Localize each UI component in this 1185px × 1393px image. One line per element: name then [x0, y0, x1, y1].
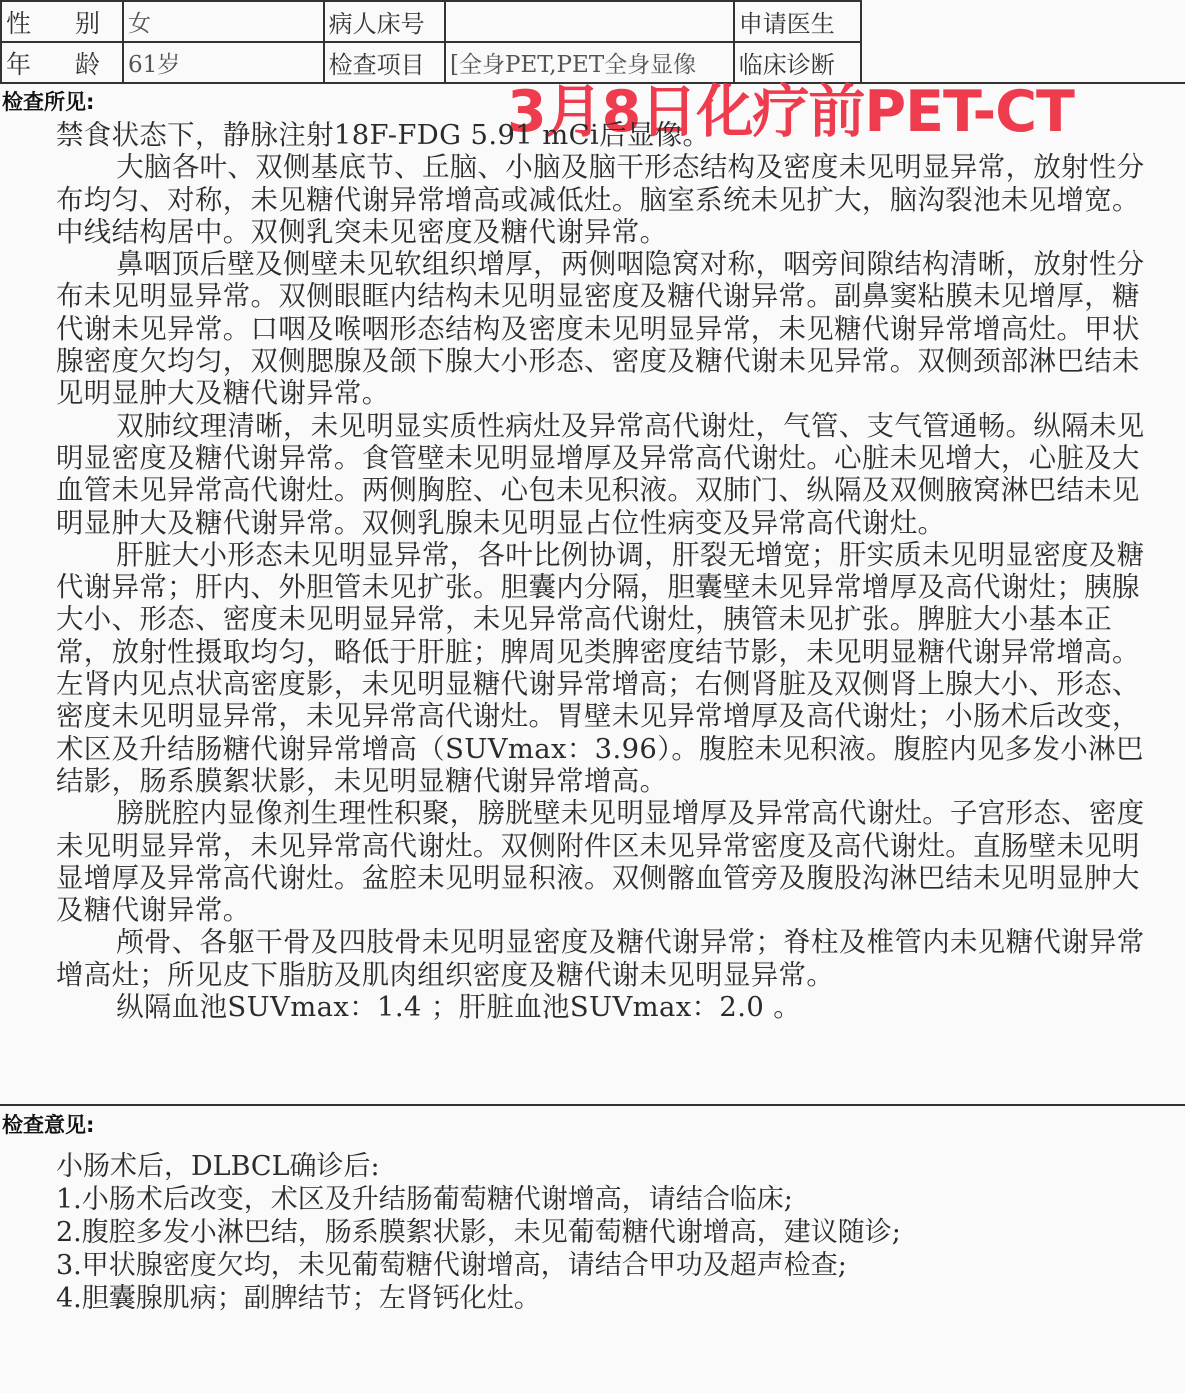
opinion-line: 2.腹腔多发小淋巴结，肠系膜絮状影，未见葡萄糖代谢增高，建议随诊;	[56, 1217, 901, 1248]
exam-label: 检查项目	[324, 42, 445, 83]
findings-paragraph: 纵隔血池SUVmax：1.4 ；肝脏血池SUVmax：2.0 。	[116, 992, 802, 1024]
opinion-line: 小肠术后，DLBCL确诊后:	[56, 1151, 380, 1182]
findings-paragraph: 大脑各叶、双侧基底节、丘脑、小脑及脑干形态结构及密度未见明显异常，放射性分布均匀、对称，未见糖代谢异常增高或减低灶。脑室系统未见扩大，脑沟裂池未见增宽。中线结构居中。双侧乳突未见密度及糖代谢异常。	[56, 152, 1145, 248]
findings-paragraph: 禁食状态下，静脉注射18F-FDG 5.91 mCi后显像。	[56, 120, 711, 151]
findings-paragraph: 鼻咽顶后壁及侧壁未见软组织增厚，两侧咽隐窝对称，咽旁间隙结构清晰，放射性分布未见明显异常。双侧眼眶内结构未见明显密度及糖代谢异常。副鼻窦粘膜未见增厚，糖代谢未见异常。口咽及喉咽形态结构及密度未见明显异常，未见糖代谢异常增高灶。甲状腺密度欠均匀，双侧腮腺及颌下腺大小形态、密度及糖代谢未见异常。双侧颈部淋巴结未见明显肿大及糖代谢异常。	[56, 249, 1145, 410]
findings-paragraph: 肝脏大小形态未见明显异常，各叶比例协调，肝裂无增宽；肝实质未见明显密度及糖代谢异常；肝内、外胆管未见扩张。胆囊内分隔，胆囊壁未见异常增厚及高代谢灶；胰腺大小、形态、密度未见明显异常，未见异常高代谢灶，胰管未见扩张。脾脏大小基本正常，放射性摄取均匀，略低于肝脏；脾周见类脾密度结节影，未见明显糖代谢异常增高。左肾内见点状高密度影，未见明显糖代谢异常增高；右侧肾脏及双侧肾上腺大小、形态、密度未见明显异常，未见异常高代谢灶。胃壁未见异常增厚及高代谢灶；小肠术后改变，术区及升结肠糖代谢异常增高（SUVmax：3.96）。腹腔未见积液。腹腔内见多发小淋巴结影，肠系膜絮状影，未见明显糖代谢异常增高。	[56, 539, 1145, 797]
findings-body	[56, 120, 1156, 1024]
gender-label: 性 别	[1, 1, 123, 42]
age-label: 年 龄	[1, 42, 123, 83]
doctor-label: 申请医生	[734, 1, 861, 42]
info-row-1	[1, 1, 861, 42]
findings-paragraph: 颅骨、各躯干骨及四肢骨未见明显密度及糖代谢异常；脊柱及椎管内未见糖代谢异常增高灶；所见皮下脂肪及肌肉组织密度及糖代谢未见明显异常。	[56, 927, 1145, 991]
opinion-line: 4.胆囊腺肌病；副脾结节；左肾钙化灶。	[56, 1283, 541, 1314]
findings-paragraph: 膀胱腔内显像剂生理性积聚，膀胱壁未见明显增厚及异常高代谢灶。子宫形态、密度未见明显异常，未见异常高代谢灶。双侧附件区未见异常密度及高代谢灶。直肠壁未见明显增厚及异常高代谢灶。盆腔未见明显积液。双侧髂血管旁及腹股沟淋巴结未见明显肿大及糖代谢异常。	[56, 798, 1145, 927]
opinion-divider	[0, 1104, 1185, 1106]
diagnosis-label: 临床诊断	[734, 42, 861, 83]
findings-paragraph: 双肺纹理清晰，未见明显实质性病灶及异常高代谢灶，气管、支气管通畅。纵隔未见明显密度及糖代谢异常。食管壁未见明显增厚及异常高代谢灶。心脏未见增大，心脏及大血管未见异常高代谢灶。两侧胸腔、心包未见积液。双肺门、纵隔及双侧腋窝淋巴结未见明显肿大及糖代谢异常。双侧乳腺未见明显占位性病变及异常高代谢灶。	[56, 410, 1145, 539]
findings-title: 检查所见:	[2, 90, 95, 114]
bed-value	[445, 1, 734, 42]
opinion-line: 1.小肠术后改变，术区及升结肠葡萄糖代谢增高，请结合临床;	[56, 1184, 793, 1215]
opinion-line: 3.甲状腺密度欠均，未见葡萄糖代谢增高，请结合甲功及超声检查;	[56, 1250, 847, 1281]
bed-label: 病人床号	[324, 1, 445, 42]
exam-value: [全身PET,PET全身显像	[445, 42, 734, 83]
age-value: 61岁	[123, 42, 324, 83]
annotation-stamp: 3月8日化疗前PET-CT	[507, 79, 1074, 145]
opinion-body	[56, 1150, 1156, 1315]
gender-value: 女	[123, 1, 324, 42]
opinion-title: 检查意见:	[2, 1113, 95, 1137]
